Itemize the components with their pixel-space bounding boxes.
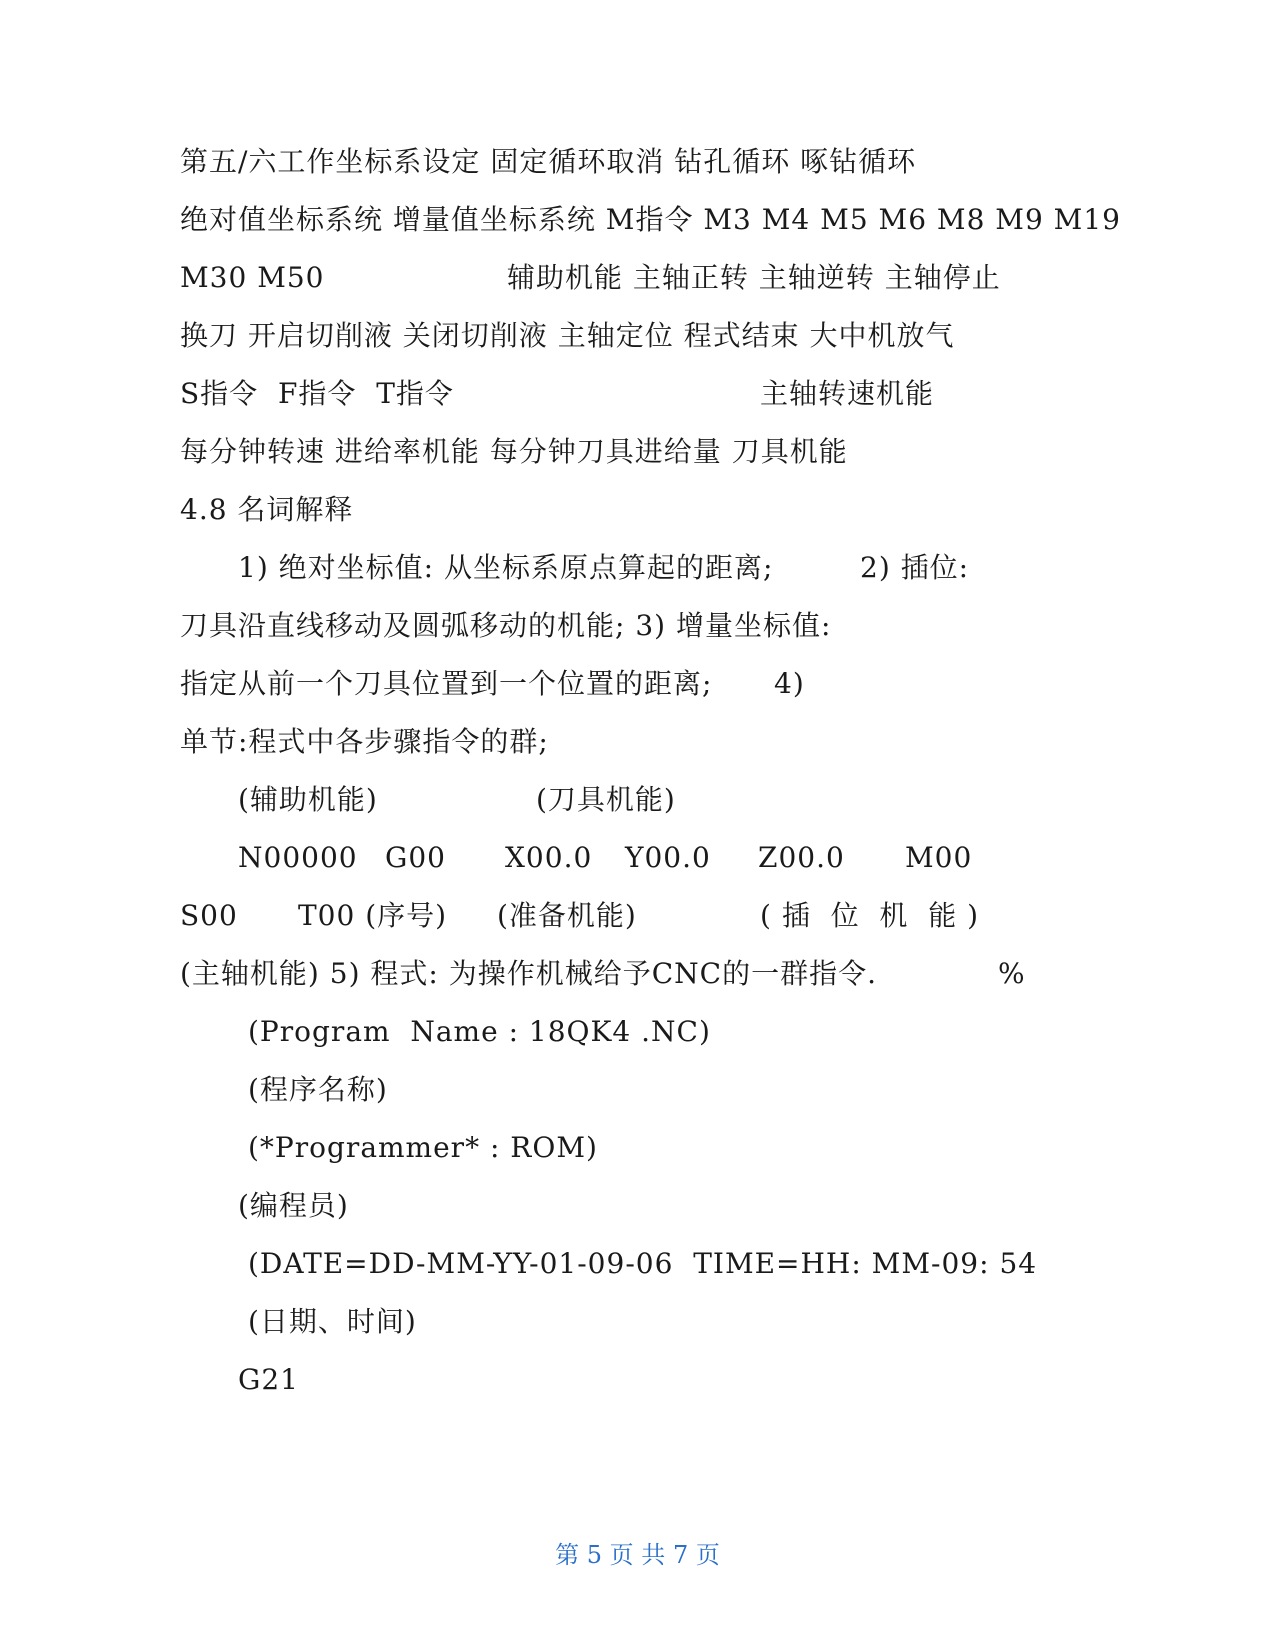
text-line: (程序名称) [248,1073,388,1106]
text-line: 辅助机能 主轴正转 主轴逆转 主轴停止 [507,261,1001,294]
code-line: (Program Name : 18QK4 .NC) [248,1015,711,1048]
text-line: 每分钟转速 进给率机能 每分钟刀具进给量 刀具机能 [180,435,848,468]
text-line: (刀具机能) [536,783,676,816]
text-line: 刀具沿直线移动及圆弧移动的机能; 3) 增量坐标值: [180,609,832,642]
text-line: (主轴机能) 5) 程式: 为操作机械给予CNC的一群指令. [180,957,877,990]
text-line: (辅助机能) [238,783,378,816]
text-line: S指令 F指令 T指令 [180,377,454,410]
text-line: (日期、时间) [248,1305,417,1338]
code-token: Z00.0 [758,841,845,874]
text-line: (编程员) [238,1189,349,1222]
code-token: G00 [385,841,446,874]
code-token: S00 [180,899,238,932]
text-line: T00 (序号) [298,899,448,932]
page-footer: 第 5 页 共 7 页 [555,1541,720,1569]
text-line: % [998,957,1026,990]
code-line: (*Programmer* : ROM) [248,1131,598,1164]
code-token: Y00.0 [625,841,711,874]
text-line: 4) [774,667,805,700]
code-line: G21 [238,1363,299,1396]
text-line: M30 M50 [180,261,325,294]
text-line: 第五/六工作坐标系设定 固定循环取消 钻孔循环 啄钻循环 [180,145,917,178]
code-token: N00000 [238,841,358,874]
code-token: M00 [905,841,973,874]
text-line: (准备机能) [497,899,637,932]
text-line: 绝对值坐标系统 增量值坐标系统 M指令 M3 M4 M5 M6 M8 M9 M19 [180,203,1121,236]
text-line: ( 插 位 机 能 ) [760,899,980,932]
text-line: 主轴转速机能 [760,377,935,410]
text-line: 指定从前一个刀具位置到一个位置的距离; [180,667,713,700]
code-token: X00.0 [505,841,593,874]
text-line: 1) 绝对坐标值: 从坐标系原点算起的距离; [238,551,774,584]
text-line: 2) 插位: [860,551,970,584]
text-line: 单节:程式中各步骤指令的群; [180,725,549,758]
text-line: 换刀 开启切削液 关闭切削液 主轴定位 程式结束 大中机放气 [180,319,955,352]
code-line: (DATE=DD-MM-YY-01-09-06 TIME=HH: MM-09: 54 [248,1247,1038,1280]
section-heading: 4.8 名词解释 [180,493,354,526]
